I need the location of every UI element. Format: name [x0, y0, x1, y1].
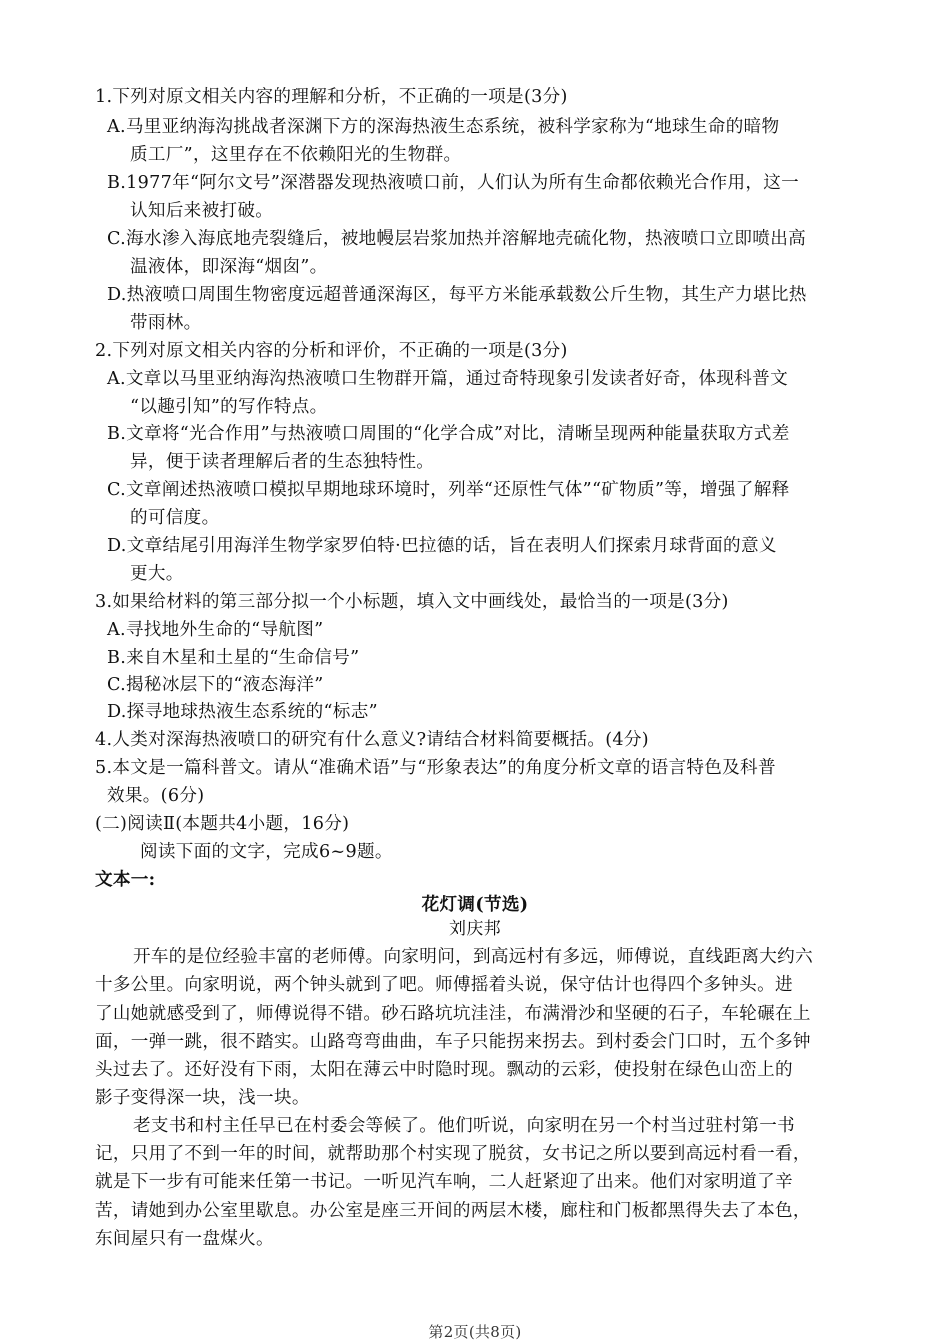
- q3-option-c: C.揭秘冰层下的“液态海洋”: [107, 675, 324, 695]
- q3-option-d: D.探寻地球热液生态系统的“标志”: [107, 702, 378, 722]
- q2-option-d-line2: 更大。: [130, 564, 184, 584]
- story-p1-line: 头过去了。还好没有下雨，太阳在薄云中时隐时现。飘动的云彩，使投射在绿色山峦上的: [95, 1060, 793, 1080]
- story-p2-line: 东间屋只有一盘煤火。: [95, 1229, 274, 1249]
- story-author: 刘庆邦: [449, 919, 501, 939]
- text-one-label: 文本一:: [95, 869, 156, 890]
- q1-option-b-line1: B.1977年“阿尔文号”深潜器发现热液喷口前，人们认为所有生命都依赖光合作用，这一: [107, 173, 800, 193]
- story-p2-line: 老支书和村主任早已在村委会等候了。他们听说，向家明在另一个村当过驻村第一书: [133, 1116, 796, 1136]
- q4-stem: 4.人类对深海热液喷口的研究有什么意义?请结合材料简要概括。(4分): [95, 730, 649, 750]
- story-p2-line: 苦，请她到办公室里歇息。办公室是座三开间的两层木楼，廊柱和门板都黑得失去了本色，: [95, 1201, 811, 1221]
- q1-option-b-line2: 认知后来被打破。: [130, 201, 274, 221]
- story-p2-line: 就是下一步有可能来任第一书记。一听见汽车响，二人赶紧迎了出来。他们对家明道了辛: [95, 1172, 793, 1192]
- q2-option-b-line1: B.文章将“光合作用”与热液喷口周围的“化学合成”对比，清晰呈现两种能量获取方式差: [107, 424, 790, 444]
- q2-option-d-line1: D.文章结尾引用海洋生物学家罗伯特·巴拉德的话，旨在表明人们探索月球背面的意义: [107, 536, 777, 556]
- q1-stem: 1.下列对原文相关内容的理解和分析，不正确的一项是(3分): [95, 87, 568, 107]
- q2-stem: 2.下列对原文相关内容的分析和评价，不正确的一项是(3分): [95, 341, 568, 361]
- q2-option-b-line2: 异，便于读者理解后者的生态独特性。: [130, 452, 435, 472]
- q5-stem-line2: 效果。(6分): [107, 786, 205, 806]
- q2-option-c-line1: C.文章阐述热液喷口模拟早期地球环境时，列举“还原性气体”“矿物质”等，增强了解释: [107, 480, 790, 500]
- page-footer: 第2页(共8页): [428, 1323, 522, 1341]
- section-instruction: 阅读下面的文字，完成6~9题。: [140, 842, 393, 862]
- q1-option-c-line1: C.海水渗入海底地壳裂缝后，被地幔层岩浆加热并溶解地壳硫化物，热液喷口立即喷出高: [107, 229, 806, 249]
- story-p1-line: 十多公里。向家明说，两个钟头就到了吧。师傅摇着头说，保守估计也得四个多钟头。进: [95, 975, 793, 995]
- q2-option-c-line2: 的可信度。: [130, 508, 220, 528]
- q3-option-a: A.寻找地外生命的“导航图”: [107, 620, 324, 640]
- section-heading: (二)阅读Ⅱ(本题共4小题，16分): [95, 814, 350, 834]
- q2-option-a-line1: A.文章以马里亚纳海沟热液喷口生物群开篇，通过奇特现象引发读者好奇，体现科普文: [107, 369, 788, 389]
- q2-option-a-line2: “以趣引知”的写作特点。: [130, 397, 328, 417]
- q1-option-a-line1: A.马里亚纳海沟挑战者深渊下方的深海热液生态系统，被科学家称为“地球生命的暗物: [107, 117, 780, 137]
- story-p1-line: 影子变得深一块，浅一块。: [95, 1088, 310, 1108]
- story-p1-line: 开车的是位经验丰富的老师傅。向家明问，到高远村有多远，师傅说，直线距离大约六: [133, 947, 813, 967]
- q1-option-c-line2: 温液体，即深海“烟囱”。: [130, 257, 328, 277]
- q5-stem-line1: 5.本文是一篇科普文。请从“准确术语”与“形象表达”的角度分析文章的语言特色及科普: [95, 758, 776, 778]
- q1-option-d-line2: 带雨林。: [130, 313, 202, 333]
- q1-option-a-line2: 质工厂”，这里存在不依赖阳光的生物群。: [130, 145, 462, 165]
- story-p1-line: 面，一弹一跳，很不踏实。山路弯弯曲曲，车子只能拐来拐去。到村委会门口时，五个多钟: [95, 1032, 811, 1052]
- q3-stem: 3.如果给材料的第三部分拟一个小标题，填入文中画线处，最恰当的一项是(3分): [95, 592, 729, 612]
- q3-option-b: B.来自木星和土星的“生命信号”: [107, 648, 360, 668]
- story-p2-line: 记，只用了不到一年的时间，就帮助那个村实现了脱贫，女书记之所以要到高远村看一看，: [95, 1144, 811, 1164]
- story-title: 花灯调(节选): [421, 894, 529, 915]
- story-p1-line: 了山她就感受到了，师傅说得不错。砂石路坑坑洼洼，布满滑沙和坚硬的石子，车轮碾在上: [95, 1004, 811, 1024]
- q1-option-d-line1: D.热液喷口周围生物密度远超普通深海区，每平方米能承载数公斤生物，其生产力堪比热: [107, 285, 807, 305]
